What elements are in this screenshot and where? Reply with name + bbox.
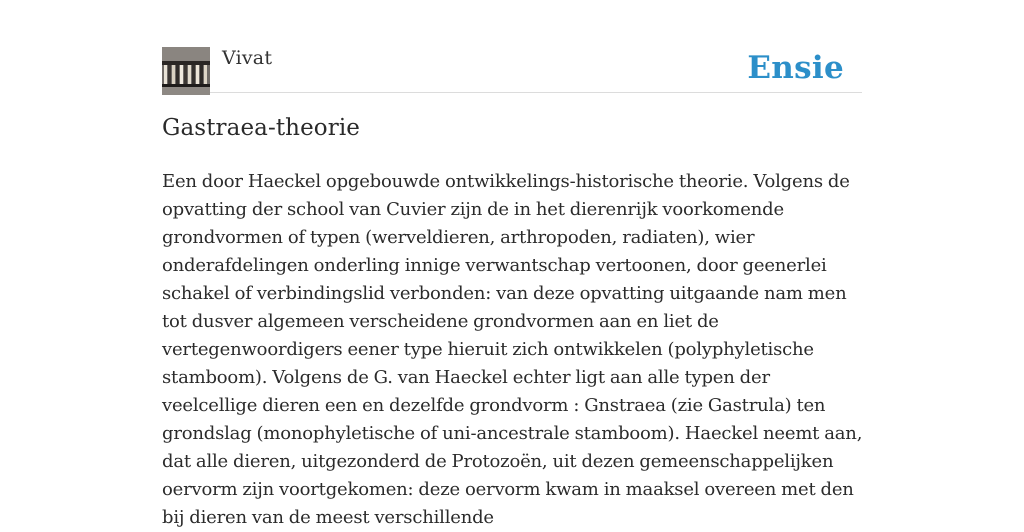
author-avatar[interactable]: [162, 47, 210, 95]
author-name[interactable]: Vivat: [222, 47, 273, 69]
article-header: [162, 46, 862, 93]
bookshelf-avatar-icon: [162, 47, 210, 95]
page-title: Gastraea-theorie: [162, 115, 361, 141]
article-body: Een door Haeckel opgebouwde ontwikkelings-historische theorie. Volgens de opvatting der school van Cuvier zijn de in het dierenrijk voorkomende grondvormen of typen (werveldieren, arthropoden, radiaten), wier onderafdelingen onderling innige verwantschap vertoonen, door geenerlei schakel of verbindingslid verbonden: van deze opvatting uitgaande nam men tot dusver algemeen verscheidene grondvormen aan en liet de vertegenwoordigers eener type hieruit zich ontwikkelen (polyphyletische stamboom). Volgens de G. van Haeckel echter ligt aan alle typen der veelcellige dieren een en dezelfde grondvorm : Gnstraea (zie Gastrula) ten grondslag (monophyletische of uni-ancestrale stamboom). Haeckel neemt aan, dat alle dieren, uitgezonderd de Protozoën, uit dezen gemeenschappelijken oervorm zijn voortgekomen: deze oervorm kwam in maaksel overeen met den bij dieren van de meest verschillende: [162, 171, 863, 528]
ensie-logo[interactable]: Ensie: [747, 50, 844, 86]
